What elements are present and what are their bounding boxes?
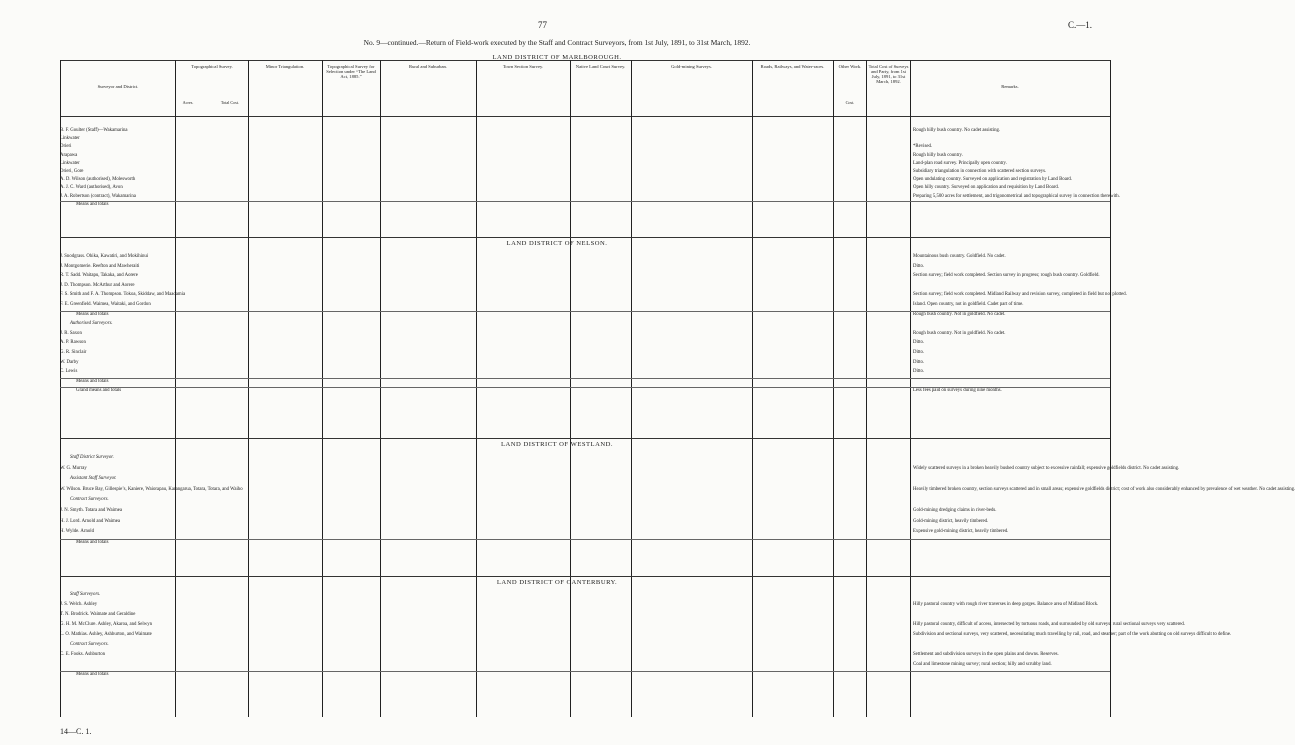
col-remarks: Remarks. bbox=[1001, 84, 1019, 89]
group-heading-row bbox=[60, 592, 1110, 598]
table-title: No. 9—continued.—Return of Field-work executed by the Staff and Contract Surveyors, from 1st July, 1891, to 31st March, 1892. bbox=[363, 38, 751, 47]
page-footer: 14—C. 1. bbox=[60, 727, 92, 736]
subhead-total-cost: Total Cost. bbox=[220, 100, 240, 105]
surveyor-name: J. Montgomerie. Reefton and Mawheraiti bbox=[60, 263, 140, 269]
table-row bbox=[60, 465, 1180, 472]
remarks-text: Ditto. bbox=[913, 359, 925, 365]
totals-row bbox=[60, 388, 1110, 394]
table-row bbox=[60, 486, 1295, 493]
surveyor-name: W. Darby bbox=[60, 359, 79, 365]
separator-nelson bbox=[60, 237, 1110, 238]
remarks-text: Coal and limestone mining survey; rural section; hilly and scrubby land. bbox=[913, 662, 1052, 667]
header-bottom-rule bbox=[60, 116, 1110, 117]
surveyor-name: C. Lewis bbox=[60, 369, 78, 375]
totals-row bbox=[60, 312, 1110, 318]
col-topo-selection: Topographical Survey for Selection under “The Land Act, 1885.” bbox=[326, 64, 376, 80]
remarks-text: Preparing 5,500 acres for settlement, and trigonometrical and topographical survey in connection therewith. bbox=[913, 193, 1120, 199]
remarks-text: *Revised. bbox=[913, 144, 933, 150]
remarks-text: Section survey; field work completed. Midland Railway and revision survey, completed in field but not plotted. bbox=[913, 292, 1127, 298]
table-row bbox=[60, 264, 1110, 270]
surveyor-name: Means and totals bbox=[76, 672, 109, 677]
surveyor-name: J. N. Smyth. Totara and Waimea bbox=[60, 508, 122, 513]
surveyor-name: Orieri, Gore bbox=[60, 169, 84, 174]
surveyor-name: W. G. Murray bbox=[60, 465, 87, 471]
table-row bbox=[60, 128, 1110, 134]
remarks-text: Open undulating country. Surveyed on application and registration by Land Board. bbox=[913, 177, 1073, 183]
table-row bbox=[60, 340, 1110, 346]
surveyor-name: Means and totals bbox=[76, 378, 109, 384]
remarks-text: Hilly pastoral country, difficult of access, intersected by tortuous roads, and surrounded by old surveys; rural sectional surveys very scattered. bbox=[913, 622, 1186, 627]
table-row bbox=[60, 612, 1110, 618]
surveyor-name: A. D. Wilson (authorised), Molesworth bbox=[60, 177, 136, 183]
table-row bbox=[60, 360, 1110, 366]
surveyor-name: Arapawa bbox=[60, 152, 78, 158]
remarks-text: Gold-mining dredging claims in river-beds. bbox=[913, 508, 997, 513]
surveyor-name: J. D. Thompson. McArthur and Aorere bbox=[60, 282, 135, 288]
totals-row bbox=[60, 672, 1110, 678]
table-row bbox=[60, 331, 1110, 337]
remarks-text: Rough bush country. Not in goldfield. No cadet. bbox=[913, 311, 1006, 317]
remarks-text: Gold-mining district, heavily timbered. bbox=[913, 518, 989, 524]
surveyor-name: F. E. Greenfield. Waimea, Waitaki, and Gordon bbox=[60, 302, 151, 307]
page-reference: C.—1. bbox=[1067, 20, 1092, 30]
remarks-text: Subdivision and sectional surveys, very scattered, necessitating much travelling by rail, road, and steamer; part of the work abutting on old surveys difficult to define. bbox=[913, 632, 1232, 637]
surveyor-name: Means and totals bbox=[76, 539, 109, 545]
surveyor-name: Linkwater bbox=[60, 160, 80, 166]
surveyor-name: F. S. Smith and F. A. Thompson. Tokoa, Skiddaw, and Maadamia bbox=[60, 292, 186, 298]
remarks-text: Section survey; field work completed. Section survey in progress; rough bush country. Goldfield. bbox=[913, 273, 1100, 279]
group-heading-row bbox=[60, 321, 1110, 327]
district-title-canterbury: LAND DISTRICT OF CANTERBURY. bbox=[496, 579, 618, 586]
remarks-text: Settlement and subdivision surveys in the open plains and downs. Reserves. bbox=[913, 652, 1059, 657]
table-row bbox=[60, 185, 1110, 191]
remarks-text: Rough hilly bush country. bbox=[913, 152, 963, 158]
table-row bbox=[60, 529, 1110, 535]
table-row bbox=[60, 302, 1110, 308]
remarks-text: Hilly pastoral country with rough river traverses in deep gorges. Balance area of Midland Block. bbox=[913, 602, 1099, 607]
remarks-text: Ditto. bbox=[913, 369, 925, 375]
surveyor-name: J. S. Welch. Ashley bbox=[60, 602, 98, 607]
surveyor-name: L. O. Mathias. Ashley, Ashburton, and Waimate bbox=[60, 632, 152, 637]
remarks-text: Subsidiary triangulation in connection with scattered section surveys. bbox=[913, 169, 1047, 174]
table-row bbox=[60, 144, 1110, 150]
surveyor-name: Orieri bbox=[60, 144, 72, 150]
table-row bbox=[60, 622, 1186, 628]
table-row bbox=[60, 193, 1120, 200]
surveyor-name: J. A. Robertson (contract), Wakamarina bbox=[60, 193, 136, 199]
table-row bbox=[60, 519, 1110, 525]
surveyor-name: J. Snodgrass. Ohika, Kawatiri, and Mokihinui bbox=[60, 254, 149, 259]
col-native-land-court: Native Land Court Survey. bbox=[575, 64, 626, 69]
table-row bbox=[60, 632, 1232, 638]
group-heading-row bbox=[60, 497, 1110, 503]
col-town-section: Town Section Survey. bbox=[502, 64, 544, 69]
col-total-cost-party: Total Cost of Surveys and Party, from 1st July, 1891, to 31st March, 1892. bbox=[868, 64, 909, 85]
col-other-work: Other Work. bbox=[838, 64, 862, 69]
totals-row bbox=[60, 379, 1110, 385]
separator-westland bbox=[60, 438, 1110, 439]
surveyor-name: Means and totals bbox=[76, 201, 109, 207]
table-row bbox=[60, 153, 1110, 159]
surveyor-name: Staff Surveyors. bbox=[70, 592, 101, 597]
surveyor-name: Staff District Surveyor. bbox=[70, 455, 114, 460]
subhead-acres: Acres. bbox=[182, 100, 194, 105]
col-surveyor: Surveyor and District. bbox=[97, 84, 139, 89]
table-row bbox=[60, 169, 1110, 175]
table-row bbox=[60, 292, 1127, 298]
remarks-text: Rough bush country. Not in goldfield. No cadet. bbox=[913, 330, 1006, 336]
table-row bbox=[60, 254, 1110, 260]
col-roads-railways: Roads, Railways, and Water-races. bbox=[760, 64, 825, 69]
remarks-text: Ditto. bbox=[913, 340, 925, 346]
remarks-text: Land-plan road survey. Principally open country. bbox=[913, 160, 1007, 166]
table-row bbox=[60, 508, 1110, 514]
remarks-text: Rough hilly bush country. No cadet assisting. bbox=[913, 128, 1001, 133]
surveyor-name: G. R. Sinclair bbox=[60, 350, 87, 355]
table-row bbox=[60, 161, 1110, 167]
table-row bbox=[60, 369, 1110, 375]
surveyor-name: T. N. Brodrick. Waimate and Geraldine bbox=[60, 612, 136, 617]
remarks-text: Open hilly country. Surveyed on application and requisition by Land Board. bbox=[913, 185, 1059, 191]
separator-canterbury bbox=[60, 576, 1110, 577]
surveyor-name: H. Wylde. Arnold bbox=[60, 529, 94, 535]
col-rural-suburban: Rural and Suburban. bbox=[409, 64, 447, 69]
remarks-text: Ditto. bbox=[913, 350, 925, 355]
district-title-marlborough: LAND DISTRICT OF MARLBOROUGH. bbox=[492, 54, 622, 61]
district-title-westland: LAND DISTRICT OF WESTLAND. bbox=[500, 441, 614, 448]
surveyor-name: R. T. Sadd. Waitapu, Takaka, and Aorere bbox=[60, 273, 138, 279]
surveyor-name: Linkwater bbox=[60, 136, 80, 142]
surveyor-name: Assistant Staff Surveyor. bbox=[70, 476, 117, 482]
group-heading-row bbox=[60, 455, 1110, 461]
remarks-text: Less fees paid on surveys during nine months. bbox=[913, 388, 1002, 394]
district-title-nelson: LAND DISTRICT OF NELSON. bbox=[506, 240, 608, 247]
remarks-text: Ditto. bbox=[913, 263, 925, 269]
remarks-text: Widely scattered surveys in a broken heavily bushed country subject to excessive rainfall; expensive goldfields district. No cadet assisting. bbox=[913, 465, 1180, 471]
totals-row bbox=[60, 202, 1110, 208]
group-heading-row bbox=[60, 476, 1110, 482]
col-topographical: Topographical Survey. bbox=[191, 64, 233, 69]
surveyor-name: W. Wilson. Bruce Bay, Gillespie’s, Kaniere, Waiorapau, Karangarua, Totara, Totara, and Waiho bbox=[60, 486, 243, 492]
surveyor-name: C. E. Fooks. Ashburton bbox=[60, 652, 106, 657]
remarks-text: Island. Open country, not in goldfield. Cadet part of time. bbox=[913, 302, 1024, 307]
remarks-text: Heavily timbered broken country, section surveys scattered and in small areas; expensive goldfields district; cost of work also considerably enhanced by prevalence of wet weather. No cadet assisting. bbox=[913, 486, 1295, 492]
table-row bbox=[60, 273, 1110, 279]
col-gold-mining: Gold-mining Surveys. bbox=[671, 64, 712, 69]
surveyor-name: Contract Surveyors. bbox=[70, 497, 109, 503]
surveyor-name: A. J. C. Ward (authorised), Avon bbox=[60, 185, 123, 191]
table-row bbox=[60, 177, 1110, 183]
subhead-cost: Cost. bbox=[845, 100, 855, 105]
surveyor-name: Grand means and totals bbox=[76, 388, 122, 394]
surveyor-name: H. J. Lord. Arnold and Waimea bbox=[60, 518, 121, 524]
page-number: 77 bbox=[538, 20, 547, 30]
surveyor-name: J. R. Saxon bbox=[60, 330, 82, 336]
remarks-text: Expensive gold-mining district, heavily timbered. bbox=[913, 529, 1009, 535]
table-row bbox=[60, 602, 1110, 608]
surveyor-name: Contract Surveyors. bbox=[70, 642, 109, 647]
table-row bbox=[60, 350, 1110, 356]
table-row bbox=[60, 283, 1110, 289]
surveyor-name: A. P. Rawson bbox=[60, 340, 86, 346]
surveyor-name: G. H. M. McClure. Ashley, Akaroa, and Selwyn bbox=[60, 622, 153, 627]
surveyor-name: Means and totals bbox=[76, 311, 109, 317]
table-row bbox=[60, 652, 1110, 658]
surveyor-name: B. F. Goulter (Staff)—Wakamarina bbox=[60, 128, 128, 133]
col-minor-triangulation: Minor Triangulation. bbox=[265, 64, 305, 69]
totals-row bbox=[60, 540, 1110, 546]
group-heading-row bbox=[60, 642, 1110, 648]
remarks-text: Mountainous bush country. Goldfield. No cadet. bbox=[913, 254, 1006, 259]
table-row bbox=[60, 662, 1110, 668]
table-row bbox=[60, 136, 1110, 142]
surveyor-name: Authorised Surveyors. bbox=[70, 321, 113, 327]
